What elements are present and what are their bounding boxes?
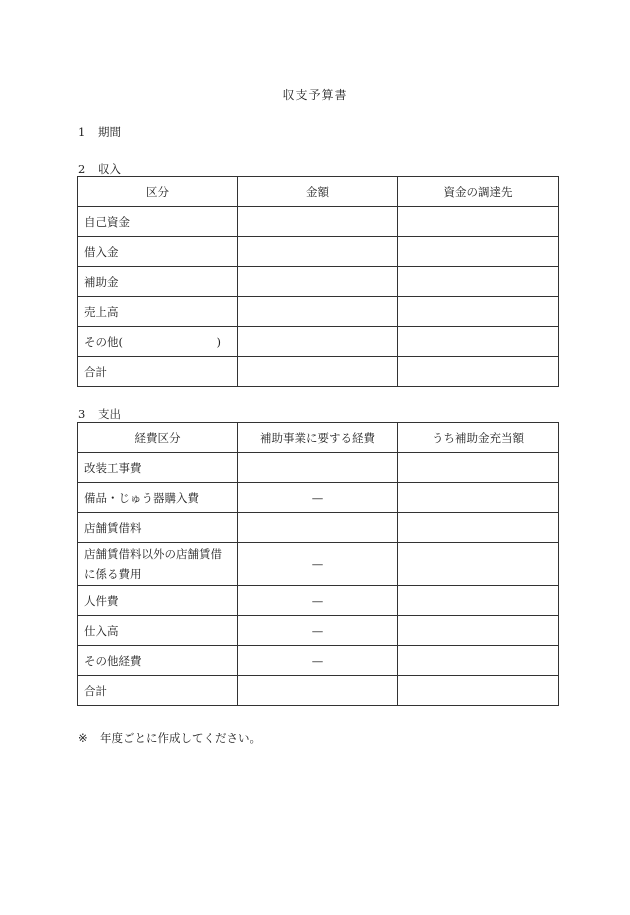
subsidy-cell[interactable] (398, 483, 559, 513)
section-number: 1 (78, 125, 86, 139)
subsidy-cell[interactable] (398, 646, 559, 676)
section-number: 2 (78, 162, 86, 176)
expense-cell[interactable]: — (238, 586, 398, 616)
subsidy-cell[interactable] (398, 616, 559, 646)
table-header-row (78, 177, 559, 207)
amount-cell[interactable] (238, 297, 398, 327)
section-label: 収入 (98, 162, 121, 176)
source-cell[interactable] (398, 297, 559, 327)
row-label: その他経費 (78, 646, 238, 676)
row-label: 売上高 (78, 297, 238, 327)
table-row (78, 543, 559, 586)
row-label: 改装工事費 (78, 453, 238, 483)
row-label-other (78, 327, 238, 357)
row-label: 店舗賃借料以外の店舗賃借に係る費用 (78, 543, 238, 586)
row-label: 補助金 (78, 267, 238, 297)
amount-cell[interactable] (238, 207, 398, 237)
table-row (78, 207, 559, 237)
table-row (78, 327, 559, 357)
subsidy-cell[interactable] (398, 676, 559, 706)
source-cell[interactable] (398, 207, 559, 237)
page-title: 収支予算書 (282, 88, 348, 102)
income-table (77, 176, 559, 387)
other-close-paren: ) (216, 334, 221, 349)
table-row (78, 453, 559, 483)
table-header-cell: うち補助金充当額 (398, 423, 559, 453)
table-header-cell: 区分 (78, 177, 238, 207)
row-label: 合計 (78, 357, 238, 387)
subsidy-cell[interactable] (398, 586, 559, 616)
expense-cell[interactable] (238, 513, 398, 543)
expense-cell[interactable]: — (238, 616, 398, 646)
source-cell[interactable] (398, 267, 559, 297)
row-label: 人件費 (78, 586, 238, 616)
subsidy-cell[interactable] (398, 513, 559, 543)
row-label: 備品・じゅう器購入費 (78, 483, 238, 513)
table-header-cell: 経費区分 (78, 423, 238, 453)
table-header-cell: 資金の調達先 (398, 177, 559, 207)
table-row (78, 483, 559, 513)
source-cell[interactable] (398, 357, 559, 387)
amount-cell[interactable] (238, 327, 398, 357)
expense-cell[interactable]: — (238, 543, 398, 586)
table-row-total (78, 676, 559, 706)
row-label: 合計 (78, 676, 238, 706)
table-header-cell: 金額 (238, 177, 398, 207)
section-label: 支出 (98, 407, 121, 421)
row-label: 店舗賃借料 (78, 513, 238, 543)
section-number: 3 (78, 407, 86, 421)
footnote-text: 年度ごとに作成してください。 (100, 731, 261, 745)
table-row (78, 513, 559, 543)
expense-cell[interactable]: — (238, 483, 398, 513)
expense-cell[interactable]: — (238, 646, 398, 676)
table-header-row (78, 423, 559, 453)
footnote (78, 730, 261, 746)
table-row (78, 297, 559, 327)
row-label: 自己資金 (78, 207, 238, 237)
section-label: 期間 (98, 125, 121, 139)
section-income-heading (78, 161, 121, 177)
amount-cell[interactable] (238, 357, 398, 387)
expense-table (77, 422, 559, 706)
table-row (78, 616, 559, 646)
amount-cell[interactable] (238, 237, 398, 267)
amount-cell[interactable] (238, 267, 398, 297)
other-open-label: その他( (84, 334, 123, 349)
row-label: 借入金 (78, 237, 238, 267)
expense-cell[interactable] (238, 676, 398, 706)
table-row (78, 646, 559, 676)
table-header-cell: 補助事業に要する経費 (238, 423, 398, 453)
section-period-heading (78, 124, 121, 140)
reference-mark: ※ (78, 731, 88, 745)
table-row-total (78, 357, 559, 387)
row-label: 仕入高 (78, 616, 238, 646)
subsidy-cell[interactable] (398, 543, 559, 586)
section-expense-heading (78, 406, 121, 422)
table-row (78, 267, 559, 297)
table-row (78, 237, 559, 267)
expense-cell[interactable] (238, 453, 398, 483)
subsidy-cell[interactable] (398, 453, 559, 483)
table-row (78, 586, 559, 616)
source-cell[interactable] (398, 237, 559, 267)
source-cell[interactable] (398, 327, 559, 357)
